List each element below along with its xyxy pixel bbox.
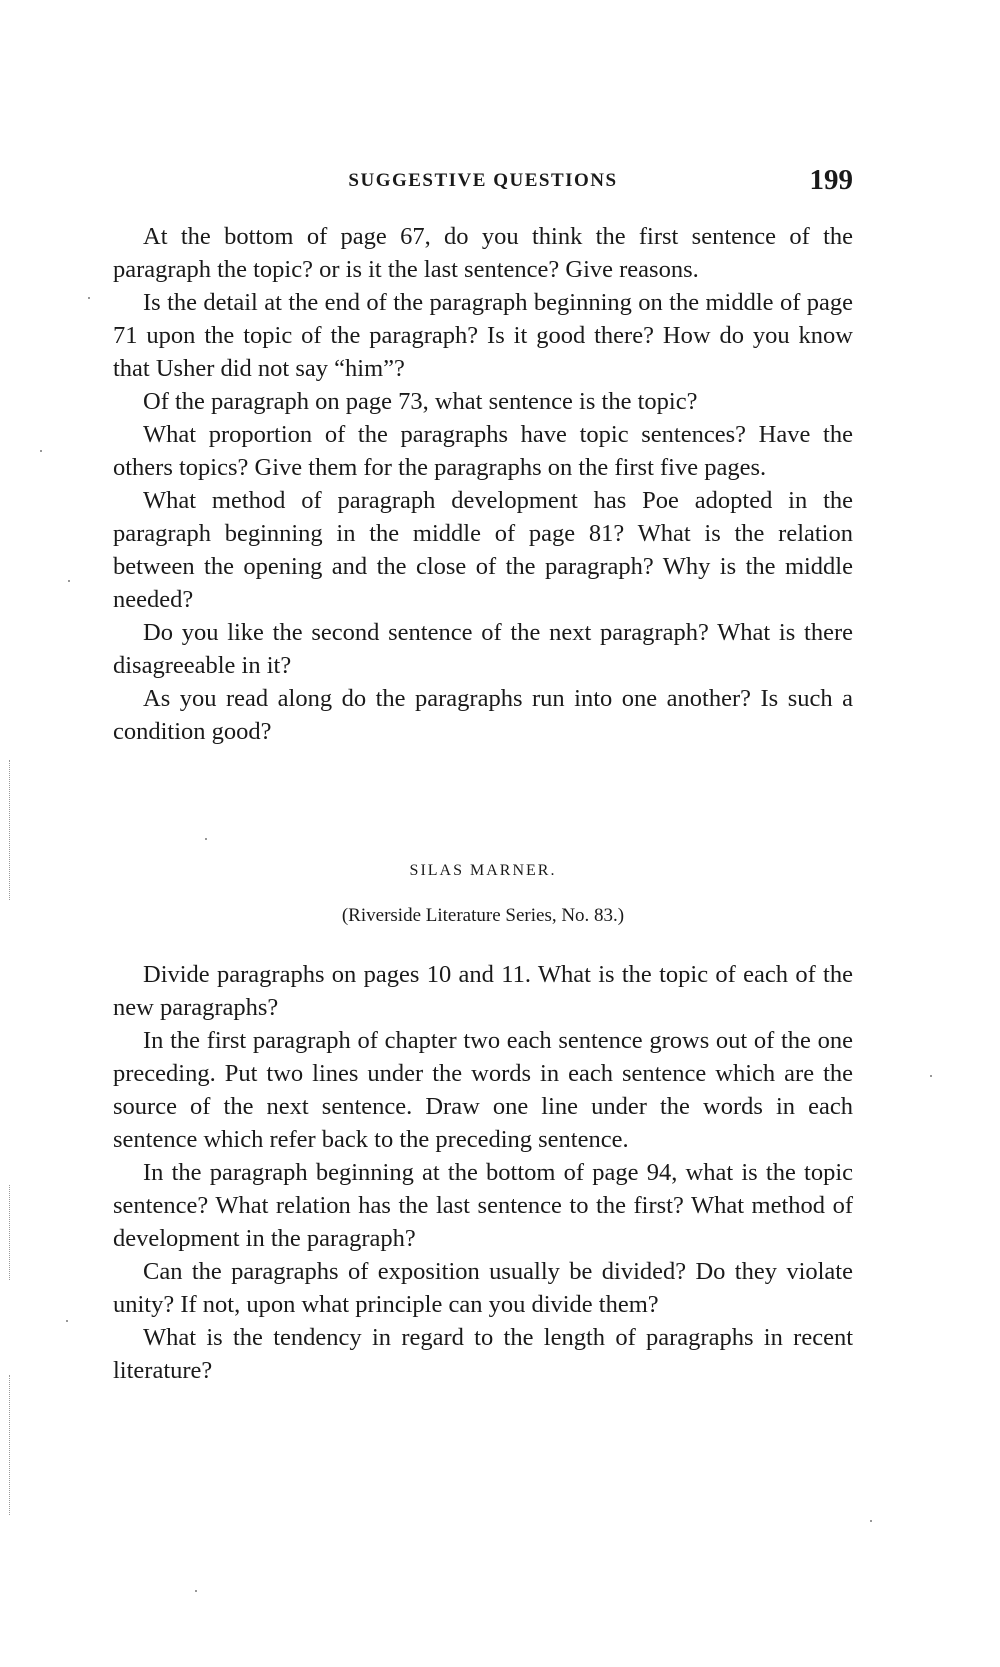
section-subtitle: (Riverside Literature Series, No. 83.) [341, 905, 625, 926]
scan-speck [88, 297, 90, 299]
section-title: SILAS MARNER. [409, 862, 557, 879]
paragraph: Divide paragraphs on pages 10 and 11. What is the topic of each of the new paragraphs? [113, 961, 853, 1021]
paragraph: What method of paragraph development has Poe adopted in the paragraph beginning in the middle of page 81? What is the relation between the opening and the close of the paragraph? Why is the middle needed? [113, 487, 853, 613]
running-head [113, 164, 853, 204]
scan-speck [68, 580, 70, 582]
paragraph: As you read along do the paragraphs run into one another? Is such a condition good? [113, 685, 853, 745]
paragraph: At the bottom of page 67, do you think the first sentence of the paragraph the topic? or is it the last sentence? Give reasons. [113, 223, 853, 283]
running-title: SUGGESTIVE QUESTIONS [348, 170, 618, 191]
paragraph: Do you like the second sentence of the next paragraph? What is there disagreeable in it? [113, 619, 853, 679]
page-number: 199 [809, 164, 853, 196]
paragraph: What proportion of the paragraphs have topic sentences? Have the others topics? Give them for the paragraphs on the first five pages. [113, 421, 853, 481]
poe-questions [113, 220, 853, 748]
paragraph: In the first paragraph of chapter two each sentence grows out of the one preceding. Put two lines under the words in each sentence which are the source of the next sentence. Draw one line under the words in each sentence which refer back to the preceding sentence. [113, 1027, 853, 1153]
silas-marner-questions [113, 958, 853, 1387]
paragraph: Of the paragraph on page 73, what sentence is the topic? [143, 388, 698, 415]
scan-speck [40, 450, 42, 452]
scan-speck [195, 1590, 197, 1592]
paragraph: Is the detail at the end of the paragraph beginning on the middle of page 71 upon the topic of the paragraph? Is it good there? How do you know that Usher did not say “him”? [113, 289, 853, 382]
scan-speck [930, 1075, 932, 1077]
scan-speck [870, 1520, 872, 1522]
scan-speck [66, 1320, 68, 1322]
scan-margin-dots [9, 1185, 10, 1280]
scan-margin-dots [9, 760, 10, 900]
scan-speck [205, 838, 207, 840]
paragraph: In the paragraph beginning at the bottom of page 94, what is the topic sentence? What relation has the last sentence to the first? What method of development in the paragraph? [113, 1159, 853, 1252]
scan-margin-dots [9, 1375, 10, 1515]
paragraph: What is the tendency in regard to the length of paragraphs in recent literature? [113, 1324, 853, 1384]
paragraph: Can the paragraphs of exposition usually be divided? Do they violate unity? If not, upon what principle can you divide them? [113, 1258, 853, 1318]
